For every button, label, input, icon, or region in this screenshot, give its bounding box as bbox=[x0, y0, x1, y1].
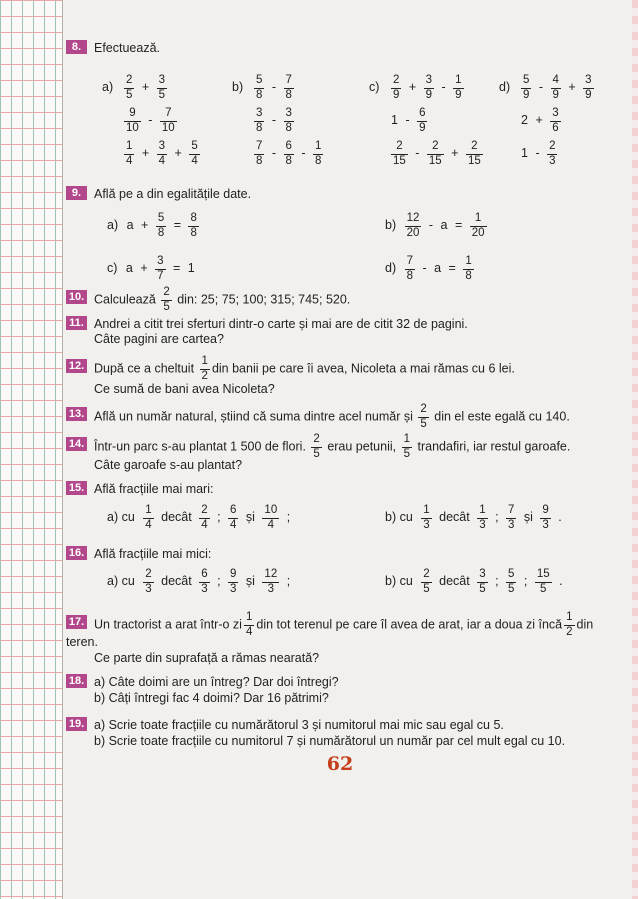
fraction: $\frac{2}{4}$ bbox=[201, 504, 208, 531]
exercise-text: Andrei a citit trei sferturi dintr-o carte și mai are de citit 32 de pagini. bbox=[94, 317, 468, 331]
fraction: $\frac{7}{8}$ bbox=[285, 74, 292, 101]
exercise-question: Ce sumă de bani avea Nicoleta? bbox=[94, 382, 275, 396]
fraction: $\frac{7}{8}$ bbox=[256, 140, 263, 167]
expression: $\frac{1}{4}$ + $\frac{3}{4}$ + $\frac{5}{4}$ bbox=[126, 140, 198, 167]
textbook-page: 8. Efectuează. a) $\frac{2}{5}$ + $\frac{3}{5}$ $\frac{9}{10}$ - $\frac{7}{10}$ $\frac{1}{4}$ + $\frac{3}{4}$ + $\frac{5}{4}$ b) $\frac{5}{8}$ - $\frac{7}{8}$ $\frac{3}{8}$ - $\frac{3}{8}$ $\frac{7}{8}$ - $\frac{6}{8}$ - $\frac{1}{8}$ c) $\frac{2}{9}$ + $\frac{3}{9}$ - $\frac{1}{9}$ 1 - $\frac{6}{9}$ $\frac{2}{15}$ - $\frac{2}{15}$ + $\frac{2}{15}$ d) $\frac{5}{9}$ - $\frac{4}{9}$ + $\frac{3}{9}$ 2 + $\frac{3}{6}$ 1 - $\frac{2}{3}$ 9. Află pe a din egalitățile date. a) a + $\frac{5}{8}$ = $\frac{8}{8}$ b) $\frac{12}{20}$ - a = $\frac{1}{20}$ c) a + $\frac{3}{7}$ = 1 d) $\frac{7}{8}$ - a = $\frac{1}{8}$ 10. Calculează $\frac{2}{5}$ din: 25; 75; 100; 315; 745; 520. 11. Andrei a citit trei sferturi dintr-o carte și mai are de citit 32 de pagini. Câte pagini are cartea? 12. După ce a cheltuit $\frac{1}{2}$ din banii pe care îi avea, Nicoleta a mai rămas cu 6 lei. Ce sumă de bani avea Nicoleta? 13. Află un număr natural, știind că suma dintre acel număr și $\frac{2}{5}$ din el este egală cu 140. 14. Într-un parc s-au plantat 1 500 de flori. $\frac{2}{5}$ erau petunii, $\frac{1}{5}$ trandafiri, iar restul garoafe. Câte garoafe s-au plantat? 15. Află fracțiile mai mari: a) cu $\frac{1}{4}$ decât $\frac{2}{4}$ ; $\frac{6}{4}$ și $\frac{10}{4}$ ; b) cu $\frac{1}{3}$ decât $\frac{1}{3}$ ; $\frac{7}{3}$ și $\frac{9}{3}$ . 16. Află fracțiile mai mici: a) cu $\frac{2}{3}$ decât $\frac{6}{3}$ ; $\frac{9}{3}$ și $\frac{12}{3}$ ; b) cu $\frac{2}{5}$ decât $\frac{3}{5}$ ; $\frac{5}{5}$ ; $\frac{15}{5}$ . 17. Un tractorist a arat într-o zi $\frac{1}{4}$ din tot terenul pe care îl avea de arat, iar a doua zi încă $\frac{1}{2}$ din teren. Ce parte din suprafață a rămas nearată? 18. a) Câte doimi are un întreg? Dar doi întregi? b) Câți întregi fac 4 doimi? Dar 16 pătrimi? 19. a) Scrie toate fracțiile cu numărătorul 3 și numitorul mai mic sau egal cu 5. b) Scrie toate fracțiile cu numitorul 7 și numărătorul un număr par cel mult egal cu 10. 62 bbox=[62, 0, 632, 899]
page-edge-right bbox=[632, 0, 638, 899]
exercise-number: 10. bbox=[66, 290, 87, 304]
exercise-number: 8. bbox=[66, 40, 87, 54]
exercise-text: Un tractorist a arat într-o zi $\frac{1}{4}$ din tot terenul pe care îl avea de arat, iar a doua zi încă $\frac{1}{2}$ din bbox=[94, 611, 594, 638]
exercise-text: Calculează $\frac{2}{5}$ din: 25; 75; 100; 315; 745; 520. bbox=[94, 286, 351, 313]
fraction: $\frac{6}{4}$ bbox=[230, 504, 237, 531]
exercise-question: Câte garoafe s-au plantat? bbox=[94, 458, 243, 472]
exercise-number: 19. bbox=[66, 717, 87, 731]
fraction: $\frac{3}{9}$ bbox=[425, 74, 433, 101]
fraction: $\frac{9}{3}$ bbox=[542, 504, 549, 531]
fraction: $\frac{2}{3}$ bbox=[549, 140, 556, 167]
fraction: $\frac{2}{15}$ bbox=[428, 140, 442, 167]
expression: $\frac{3}{8}$ - $\frac{3}{8}$ bbox=[256, 107, 292, 134]
fraction: $\frac{1}{4}$ bbox=[145, 504, 152, 531]
ex9-a: a) a + $\frac{5}{8}$ = $\frac{8}{8}$ bbox=[107, 212, 197, 239]
expression: 1 - $\frac{6}{9}$ bbox=[391, 107, 426, 134]
fraction: $\frac{1}{20}$ bbox=[471, 212, 485, 239]
exercise-number: 17. bbox=[66, 615, 87, 629]
fraction: $\frac{15}{5}$ bbox=[536, 568, 550, 595]
exercise-title: Află fracțiile mai mari: bbox=[94, 482, 214, 496]
fraction: $\frac{5}{8}$ bbox=[256, 74, 263, 101]
expression: 2 + $\frac{3}{6}$ bbox=[521, 107, 559, 134]
exercise-title: Află pe a din egalitățile date. bbox=[94, 187, 252, 201]
fraction: $\frac{2}{15}$ bbox=[393, 140, 406, 167]
fraction: $\frac{2}{5}$ bbox=[163, 286, 170, 313]
fraction: $\frac{4}{9}$ bbox=[552, 74, 559, 101]
expression: $\frac{2}{9}$ + $\frac{3}{9}$ - $\frac{1}{9}$ bbox=[393, 74, 462, 101]
exercise-text: b) Câți întregi fac 4 doimi? Dar 16 pătrimi? bbox=[94, 691, 329, 705]
fraction: $\frac{1}{3}$ bbox=[423, 504, 430, 531]
ex9-d: d) $\frac{7}{8}$ - a = $\frac{1}{8}$ bbox=[385, 255, 472, 282]
fraction: $\frac{1}{8}$ bbox=[315, 140, 322, 167]
fraction: $\frac{3}{8}$ bbox=[285, 107, 292, 134]
exercise-question: Ce parte din suprafață a rămas nearată? bbox=[94, 651, 320, 665]
fraction: $\frac{3}{7}$ bbox=[157, 255, 164, 282]
expression: $\frac{5}{9}$ - $\frac{4}{9}$ + $\frac{3}{9}$ bbox=[523, 74, 592, 101]
fraction: $\frac{2}{5}$ bbox=[313, 433, 320, 460]
fraction: $\frac{2}{5}$ bbox=[420, 403, 427, 430]
exercise-number: 13. bbox=[66, 407, 87, 421]
ex16-b: b) cu $\frac{2}{5}$ decât $\frac{3}{5}$ ; $\frac{5}{5}$ ; $\frac{15}{5}$ . bbox=[385, 568, 563, 595]
fraction: $\frac{6}{8}$ bbox=[285, 140, 292, 167]
fraction: $\frac{2}{3}$ bbox=[145, 568, 152, 595]
fraction: $\frac{7}{8}$ bbox=[406, 255, 413, 282]
fraction: $\frac{7}{3}$ bbox=[508, 504, 515, 531]
ex9-b: b) $\frac{12}{20}$ - a = $\frac{1}{20}$ bbox=[385, 212, 485, 239]
fraction: $\frac{1}{3}$ bbox=[479, 504, 486, 531]
exercise-title: Află fracțiile mai mici: bbox=[94, 547, 212, 561]
fraction: $\frac{2}{5}$ bbox=[423, 568, 430, 595]
fraction: $\frac{5}{9}$ bbox=[523, 74, 530, 101]
ex16-a: a) cu $\frac{2}{3}$ decât $\frac{6}{3}$ ; $\frac{9}{3}$ și $\frac{12}{3}$ ; bbox=[107, 568, 291, 595]
fraction: $\frac{3}{5}$ bbox=[158, 74, 166, 101]
fraction: $\frac{1}{2}$ bbox=[566, 611, 573, 638]
fraction: $\frac{9}{3}$ bbox=[230, 568, 237, 595]
fraction: $\frac{3}{6}$ bbox=[552, 107, 559, 134]
exercise-number: 15. bbox=[66, 481, 87, 495]
fraction: $\frac{3}{5}$ bbox=[479, 568, 486, 595]
expression: $\frac{2}{15}$ - $\frac{2}{15}$ + $\frac{2}{15}$ bbox=[393, 140, 481, 167]
ex15-b: b) cu $\frac{1}{3}$ decât $\frac{1}{3}$ ; $\frac{7}{3}$ și $\frac{9}{3}$ . bbox=[385, 504, 562, 531]
expression: $\frac{7}{8}$ - $\frac{6}{8}$ - $\frac{1}{8}$ bbox=[256, 140, 322, 167]
fraction: $\frac{6}{3}$ bbox=[201, 568, 208, 595]
fraction: $\frac{1}{8}$ bbox=[465, 255, 472, 282]
fraction: $\frac{1}{4}$ bbox=[245, 611, 253, 638]
fraction: $\frac{9}{10}$ bbox=[126, 107, 139, 134]
exercise-text: După ce a cheltuit $\frac{1}{2}$ din banii pe care îi avea, Nicoleta a mai rămas cu 6 lei. bbox=[94, 355, 515, 382]
fraction: $\frac{1}{2}$ bbox=[201, 355, 208, 382]
exercise-number: 16. bbox=[66, 546, 87, 560]
ex9-c: c) a + $\frac{3}{7}$ = 1 bbox=[107, 255, 195, 282]
exercise-text: b) Scrie toate fracțiile cu numitorul 7 și numărătorul un număr par cel mult egal cu 10. bbox=[94, 734, 566, 748]
fraction: $\frac{12}{20}$ bbox=[406, 212, 420, 239]
fraction: $\frac{2}{15}$ bbox=[467, 140, 481, 167]
fraction: $\frac{1}{5}$ bbox=[403, 433, 411, 460]
fraction: $\frac{3}{8}$ bbox=[256, 107, 263, 134]
expression: $\frac{9}{10}$ - $\frac{7}{10}$ bbox=[126, 107, 175, 134]
exercise-number: 14. bbox=[66, 437, 87, 451]
exercise-number: 18. bbox=[66, 674, 87, 688]
fraction: $\frac{8}{8}$ bbox=[190, 212, 197, 239]
fraction: $\frac{6}{9}$ bbox=[419, 107, 426, 134]
expression: 1 - $\frac{2}{3}$ bbox=[521, 140, 556, 167]
fraction: $\frac{5}{5}$ bbox=[508, 568, 515, 595]
fraction: $\frac{5}{4}$ bbox=[191, 140, 198, 167]
ex15-a: a) cu $\frac{1}{4}$ decât $\frac{2}{4}$ ; $\frac{6}{4}$ și $\frac{10}{4}$ ; bbox=[107, 504, 291, 531]
fraction: $\frac{12}{3}$ bbox=[264, 568, 278, 595]
fraction: $\frac{2}{5}$ bbox=[126, 74, 133, 101]
expression: $\frac{5}{8}$ - $\frac{7}{8}$ bbox=[256, 74, 292, 101]
fraction: $\frac{7}{10}$ bbox=[161, 107, 175, 134]
fraction: $\frac{1}{9}$ bbox=[455, 74, 462, 101]
notebook-edge bbox=[0, 0, 63, 899]
exercise-text: Într-un parc s-au plantat 1 500 de flori. $\frac{2}{5}$ erau petunii, $\frac{1}{5}$ trandafiri, iar restul garoafe. bbox=[94, 433, 571, 460]
exercise-text: Află un număr natural, știind că suma dintre acel număr și $\frac{2}{5}$ din el este egală cu 140. bbox=[94, 403, 570, 430]
exercise-text: a) Scrie toate fracțiile cu numărătorul 3 și numitorul mai mic sau egal cu 5. bbox=[94, 718, 504, 732]
exercise-text-continued: teren. bbox=[66, 635, 98, 649]
exercise-title: Efectuează. bbox=[94, 41, 161, 55]
page-number: 62 bbox=[326, 753, 354, 775]
expression: $\frac{2}{5}$ + $\frac{3}{5}$ bbox=[126, 74, 166, 101]
exercise-text: a) Câte doimi are un întreg? Dar doi întregi? bbox=[94, 675, 339, 689]
exercise-number: 12. bbox=[66, 359, 87, 373]
fraction: $\frac{10}{4}$ bbox=[264, 504, 278, 531]
exercise-number: 11. bbox=[66, 316, 87, 330]
exercise-number: 9. bbox=[66, 186, 87, 200]
fraction: $\frac{3}{4}$ bbox=[158, 140, 166, 167]
fraction: $\frac{2}{9}$ bbox=[393, 74, 400, 101]
fraction: $\frac{3}{9}$ bbox=[585, 74, 592, 101]
fraction: $\frac{5}{8}$ bbox=[157, 212, 165, 239]
fraction: $\frac{1}{4}$ bbox=[126, 140, 133, 167]
exercise-question: Câte pagini are cartea? bbox=[94, 332, 224, 346]
